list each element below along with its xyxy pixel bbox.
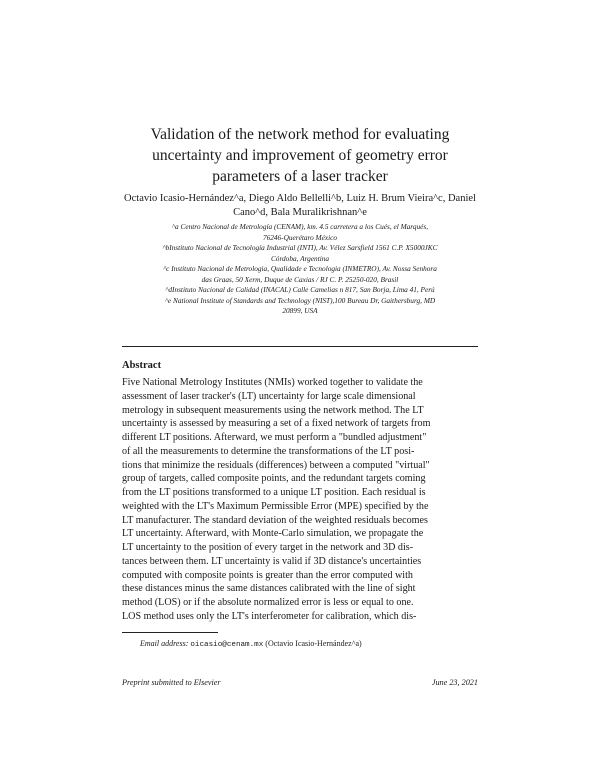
affiliation-b: ^bInstituto Nacional de Tecnología Industrial (INTI), Av. Vélez Sarsfield 1561 C.P. X5000JKC Córdoba, Argentina xyxy=(162,243,438,263)
footnote-label: Email address: xyxy=(140,639,189,648)
footnote-author: (Octavio Icasio-Hernández^a) xyxy=(265,639,362,648)
submission-date: June 23, 2021 xyxy=(431,678,478,687)
author-list: Octavio Icasio-Hernández^a, Diego Aldo Bellelli^b, Luiz H. Brum Vieira^c, Daniel Cano^d, Bala Muralikrishnan^e xyxy=(124,193,476,218)
affiliations xyxy=(120,222,480,317)
footnote-email[interactable]: oicasio@cenam.mx xyxy=(190,641,264,649)
affiliation-a: ^a Centro Nacional de Metrología (CENAM), km. 4.5 carretera a los Cués, el Marqués, 76246-Querétaro México xyxy=(171,222,429,242)
paper-title: Validation of the network method for evaluating uncertainty and improvement of geometry error parameters of a laser tracker xyxy=(150,126,450,185)
footnote-rule xyxy=(122,632,218,633)
affiliation-d: ^dInstituto Nacional de Calidad (INACAL) Calle Camelias n 817, San Borja, Lima 41, Perú xyxy=(165,285,435,294)
affiliation-e: ^e National Institute of Standards and Technology (NIST),100 Bureau Dr, Gaithersburg, MD 20899, USA xyxy=(164,295,436,315)
abstract-body: Five National Metrology Institutes (NMIs) worked together to validate the assessment of laser tracker's (LT) uncertainty for large scale dimensional metrology in subsequent measurements using the network method. The LT uncertainty is assessed by measuring a set of a fixed network of targets from different LT positions. Afterward, we must perform a "bundled adjustment" of all the measurements to determine the transformations of the LT posi- tions that minimize the residuals (differences) between a computed "virtual" group of targets, called composite points, and the redundant targets coming from the LT positions transformed to a unique LT position. Each residual is weighted with the LT's Maximum Permissible Error (MPE) specified by the LT manufacturer. The standard deviation of the weighted residuals becomes LT uncertainty. Afterward, with Monte-Carlo simulation, we propagate the LT uncertainty to the position of every target in the network and 3D dis- tances between them. LT uncertainty is valid if 3D distance's uncertainties computed with composite points is greater than the error computed with these distances minus the same distances calibrated with the line of sight method (LOS) or if the absolute normalized error is less or equal to one. LOS method uses only the LT's interferometer for calibration, which dis- xyxy=(122,377,431,622)
footnote xyxy=(140,639,362,649)
affiliation-c: ^c Instituto Nacional de Metrologia, Qualidade e Tecnologia (INMETRO), Av. Nossa Senhora das Graas, 50 Xerm, Duque de Caxias / RJ C. P. 25250-020, Brasil xyxy=(163,264,437,284)
abstract-heading: Abstract xyxy=(122,360,162,371)
preprint-note: Preprint submitted to Elsevier xyxy=(122,678,221,687)
abstract-top-rule xyxy=(122,346,478,347)
